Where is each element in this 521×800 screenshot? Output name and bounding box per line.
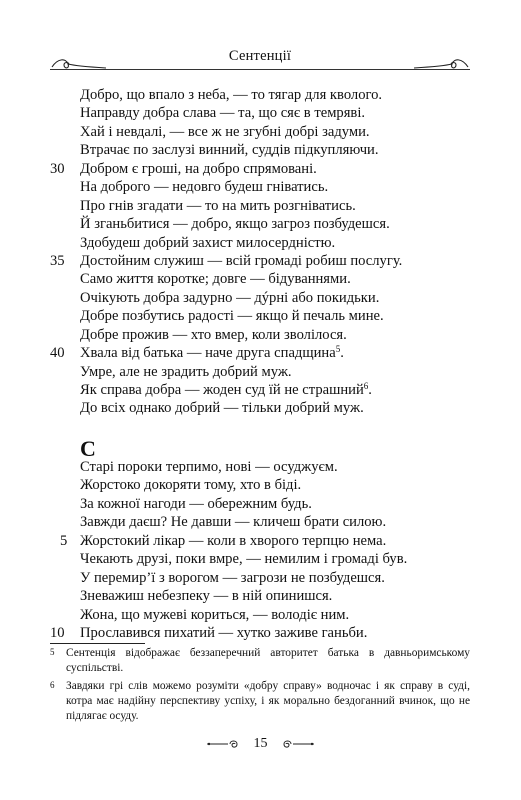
page-header-title: Сентенції	[228, 48, 292, 64]
verse-text-body: Як справа добра — жоден суд їй не страшний	[80, 382, 364, 398]
page-footer	[0, 736, 521, 752]
verse-text: Прославився пихатий — хутко заживе ганьби.	[80, 624, 368, 641]
verse-text: Умре, але не зрадить добрий муж.	[80, 363, 292, 380]
verse-line	[0, 381, 521, 399]
verse-line	[0, 289, 521, 307]
verse-line	[0, 326, 521, 344]
verse-text-tail: .	[368, 382, 372, 398]
verse-line	[0, 587, 521, 605]
verse-text	[80, 344, 344, 362]
verse-block-a	[0, 86, 521, 418]
line-number: 5	[60, 532, 68, 549]
footnote-ref[interactable]: 5	[335, 344, 341, 355]
line-number: 30	[50, 160, 65, 177]
verse-text: Добром є гроші, на добро спрямовані.	[80, 160, 317, 177]
verse-text: Жона, що мужеві кориться, — володіє ним.	[80, 606, 350, 623]
verse-block-b	[0, 458, 521, 642]
verse-line	[0, 513, 521, 531]
verse-text: Очікують добра задурно — дýрні або покидьки.	[80, 289, 380, 306]
verse-line	[0, 123, 521, 141]
verse-text: Старі пороки терпимо, нові — осуджуєм.	[80, 459, 338, 475]
swirl-ornament-icon	[206, 739, 240, 749]
verse-text: Жорстоко докоряти тому, хто в біді.	[80, 477, 302, 494]
footnote-mark: 5	[50, 647, 55, 657]
verse-text: Завжди даєш? Не давши — кличеш брати силою.	[80, 514, 387, 531]
verse-text: Добро, що впало з неба, — то тягар для кволого.	[80, 87, 383, 103]
verse-line	[0, 141, 521, 159]
verse-line	[0, 624, 521, 642]
scroll-flourish-icon	[414, 56, 470, 70]
footnote-rule	[50, 643, 145, 644]
verse-text: Само життя коротке; довге — бідуваннями.	[80, 271, 351, 288]
verse-line	[0, 104, 521, 122]
verse-line	[0, 307, 521, 325]
verse-line	[0, 197, 521, 215]
verse-line	[0, 495, 521, 513]
verse-line	[0, 178, 521, 196]
verse-line	[0, 234, 521, 252]
footnote-mark: 6	[50, 680, 55, 690]
footnote-ref[interactable]: 6	[363, 381, 369, 391]
page-number: 15	[253, 736, 268, 751]
footnotes	[50, 646, 470, 727]
verse-line	[0, 458, 521, 476]
running-header	[50, 46, 470, 72]
verse-line	[0, 476, 521, 494]
verse-text: Про гнів згадати — то на мить розгніватись.	[80, 197, 356, 214]
verse-line	[0, 215, 521, 233]
verse-text: Добре прожив — хто вмер, коли зволілося.	[80, 326, 347, 343]
verse-text: Добре позбутись радості — якщо й печаль мине.	[80, 308, 384, 325]
verse-text: Чекають друзі, поки вмре, — немилим і громаді був.	[80, 551, 408, 568]
verse-line	[0, 399, 521, 417]
verse-text: Здобудеш добрий захист милосердністю.	[80, 234, 336, 251]
verse-text: Достойним служиш — всій громаді робиш послугу.	[80, 252, 403, 269]
line-number: 10	[50, 624, 65, 641]
verse-text: За кожної нагоди — обережним будь.	[80, 495, 312, 512]
verse-line	[0, 252, 521, 270]
verse-text-tail: .	[340, 345, 344, 362]
verse-text	[80, 381, 372, 399]
verse-text: Хай і невдалі, — все ж не згубні добрі задуми.	[80, 123, 370, 140]
line-number: 35	[50, 252, 65, 269]
verse-line	[0, 550, 521, 568]
header-rule	[50, 69, 470, 70]
verse-line	[0, 363, 521, 381]
verse-line	[0, 606, 521, 624]
footnote-text: Завдяки грі слів можемо розуміти «добру справу» водночас і як справу в суді, котра має надійну перспективу успіху, і як морально бездоганний вчинок, що не підлягає осуду.	[66, 680, 470, 722]
section-heading: С	[80, 436, 96, 461]
verse-line	[0, 86, 521, 104]
verse-text: Жорстокий лікар — коли в хворого терпцю нема.	[80, 532, 387, 549]
verse-line	[0, 569, 521, 587]
footnote-text: Сентенція відображає беззаперечний авторитет батька в давньоримському суспільстві.	[66, 647, 470, 674]
verse-line	[0, 532, 521, 550]
line-number: 40	[50, 345, 65, 362]
footnote-item	[50, 646, 470, 676]
swirl-ornament-icon	[281, 739, 315, 749]
footnote-item	[50, 679, 470, 724]
verse-text: Втрачає по заслузі винний, суддів підкупляючи.	[80, 142, 379, 159]
verse-line	[0, 160, 521, 178]
verse-line	[0, 270, 521, 288]
verse-text: На доброго — недовго будеш гніватись.	[80, 179, 329, 196]
verse-text: Направду добра слава — та, що сяє в темряві.	[80, 105, 366, 122]
verse-line	[0, 344, 521, 362]
verse-text: До всіх однако добрий — тільки добрий муж.	[80, 400, 364, 417]
verse-text-body: Хвала від батька — наче друга спадщина	[80, 345, 336, 362]
verse-text: Й зганьбитися — добро, якщо загроз позбудешся.	[80, 216, 390, 233]
verse-text: Зневажиш небезпеку — в ній опинишся.	[80, 588, 333, 605]
verse-text: У перемир’ї з ворогом — загрози не позбудешся.	[80, 569, 385, 586]
